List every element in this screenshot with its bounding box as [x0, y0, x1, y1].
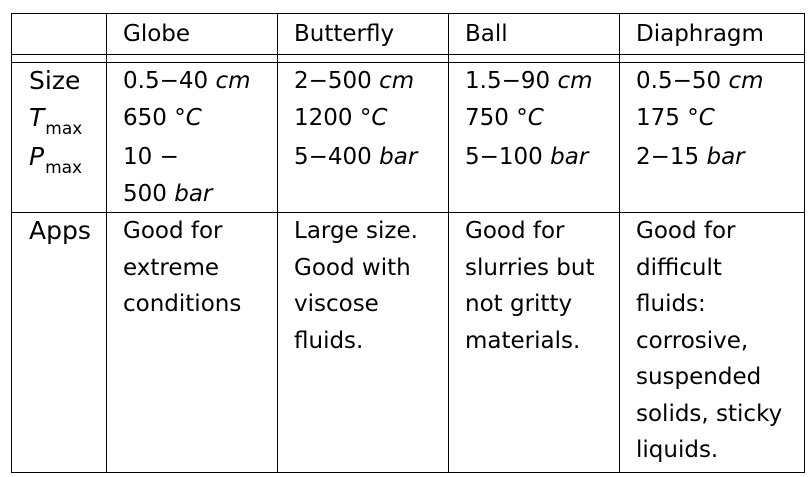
- size-globe-value: 0.5−40: [123, 68, 209, 94]
- row-label-size: Size: [12, 63, 107, 100]
- pmax-globe: [107, 139, 278, 213]
- row-label-tmax: [12, 100, 107, 140]
- tmax-ball-value: 750 °: [465, 104, 528, 131]
- apps-diaphragm: [620, 213, 805, 473]
- pmax-subscript: max: [45, 158, 83, 178]
- apps-butterfly: [278, 213, 449, 473]
- apps-ball-line: materials.: [465, 327, 581, 354]
- apps-butterfly-line: Good with: [294, 254, 411, 281]
- apps-ball-line: Good for: [465, 218, 565, 244]
- pmax-symbol: P: [29, 142, 45, 171]
- pmax-diaphragm: [620, 139, 805, 213]
- size-butterfly: [278, 63, 449, 100]
- header-row: [12, 14, 805, 55]
- size-globe: [107, 63, 278, 100]
- apps-ball-line: slurries but: [465, 254, 595, 281]
- apps-diaphragm-line: corrosive,: [636, 327, 749, 354]
- size-butterfly-value: 2−500: [294, 68, 372, 94]
- size-diaphragm-value: 0.5−50: [636, 68, 722, 94]
- header-gap: [12, 55, 805, 63]
- apps-butterfly-line: fluids.: [294, 327, 364, 354]
- apps-diaphragm-line: fluids:: [636, 291, 706, 317]
- valve-comparison-table: [11, 13, 805, 473]
- apps-diaphragm-line: Good for: [636, 218, 736, 244]
- pmax-butterfly-value: 5−400: [294, 144, 372, 170]
- apps-ball-line: not gritty: [465, 291, 573, 317]
- header-globe: Globe: [107, 14, 278, 55]
- tmax-subscript: max: [45, 118, 83, 139]
- row-label-apps: Apps: [12, 213, 107, 473]
- tmax-butterfly: [278, 100, 449, 140]
- pmax-globe-unit: bar: [174, 180, 213, 207]
- row-apps: [12, 213, 805, 473]
- header-diaphragm: Diaphragm: [620, 14, 805, 55]
- tmax-diaphragm: [620, 100, 805, 140]
- size-ball: [449, 63, 620, 100]
- tmax-globe-value: 650 °: [123, 104, 186, 131]
- row-pmax: [12, 139, 805, 213]
- size-globe-unit: cm: [215, 68, 251, 94]
- pmax-ball: [449, 139, 620, 213]
- pmax-globe-value: 10 −: [123, 144, 179, 170]
- apps-diaphragm-line: solids, sticky: [636, 400, 783, 427]
- size-butterfly-unit: cm: [379, 68, 415, 94]
- pmax-diaphragm-value: 2−15: [636, 144, 700, 170]
- size-ball-unit: cm: [557, 68, 593, 94]
- apps-diaphragm-line: difficult: [636, 254, 722, 281]
- apps-diaphragm-line: suspended: [636, 364, 762, 390]
- pmax-ball-value: 5−100: [465, 144, 543, 170]
- header-corner: [12, 14, 107, 55]
- tmax-butterfly-value: 1200 °: [294, 104, 372, 131]
- row-size: [12, 63, 805, 100]
- size-diaphragm: [620, 63, 805, 100]
- pmax-butterfly: [278, 139, 449, 213]
- header-butterfly: Butterfly: [278, 14, 449, 55]
- pmax-diaphragm-unit: bar: [706, 144, 745, 170]
- tmax-ball-unit: C: [527, 104, 544, 131]
- tmax-butterfly-unit: C: [371, 104, 388, 131]
- tmax-ball: [449, 100, 620, 140]
- apps-globe-line: extreme: [123, 254, 220, 281]
- tmax-globe: [107, 100, 278, 140]
- apps-butterfly-line: viscose: [294, 291, 379, 317]
- apps-globe-line: Good for: [123, 218, 223, 244]
- apps-ball: [449, 213, 620, 473]
- pmax-globe-value2: 500: [123, 180, 167, 207]
- tmax-symbol: T: [29, 102, 45, 132]
- pmax-butterfly-unit: bar: [379, 144, 418, 170]
- row-label-pmax: [12, 139, 107, 213]
- apps-diaphragm-line: liquids.: [636, 437, 719, 463]
- size-ball-value: 1.5−90: [465, 68, 551, 94]
- row-tmax: [12, 100, 805, 140]
- tmax-diaphragm-value: 175 °: [636, 104, 699, 131]
- tmax-diaphragm-unit: C: [698, 104, 715, 131]
- apps-globe-line: conditions: [123, 291, 242, 317]
- size-diaphragm-unit: cm: [728, 68, 764, 94]
- tmax-globe-unit: C: [185, 104, 202, 131]
- apps-globe: [107, 213, 278, 473]
- pmax-ball-unit: bar: [550, 144, 589, 170]
- header-ball: Ball: [449, 14, 620, 55]
- apps-butterfly-line: Large size.: [294, 218, 418, 244]
